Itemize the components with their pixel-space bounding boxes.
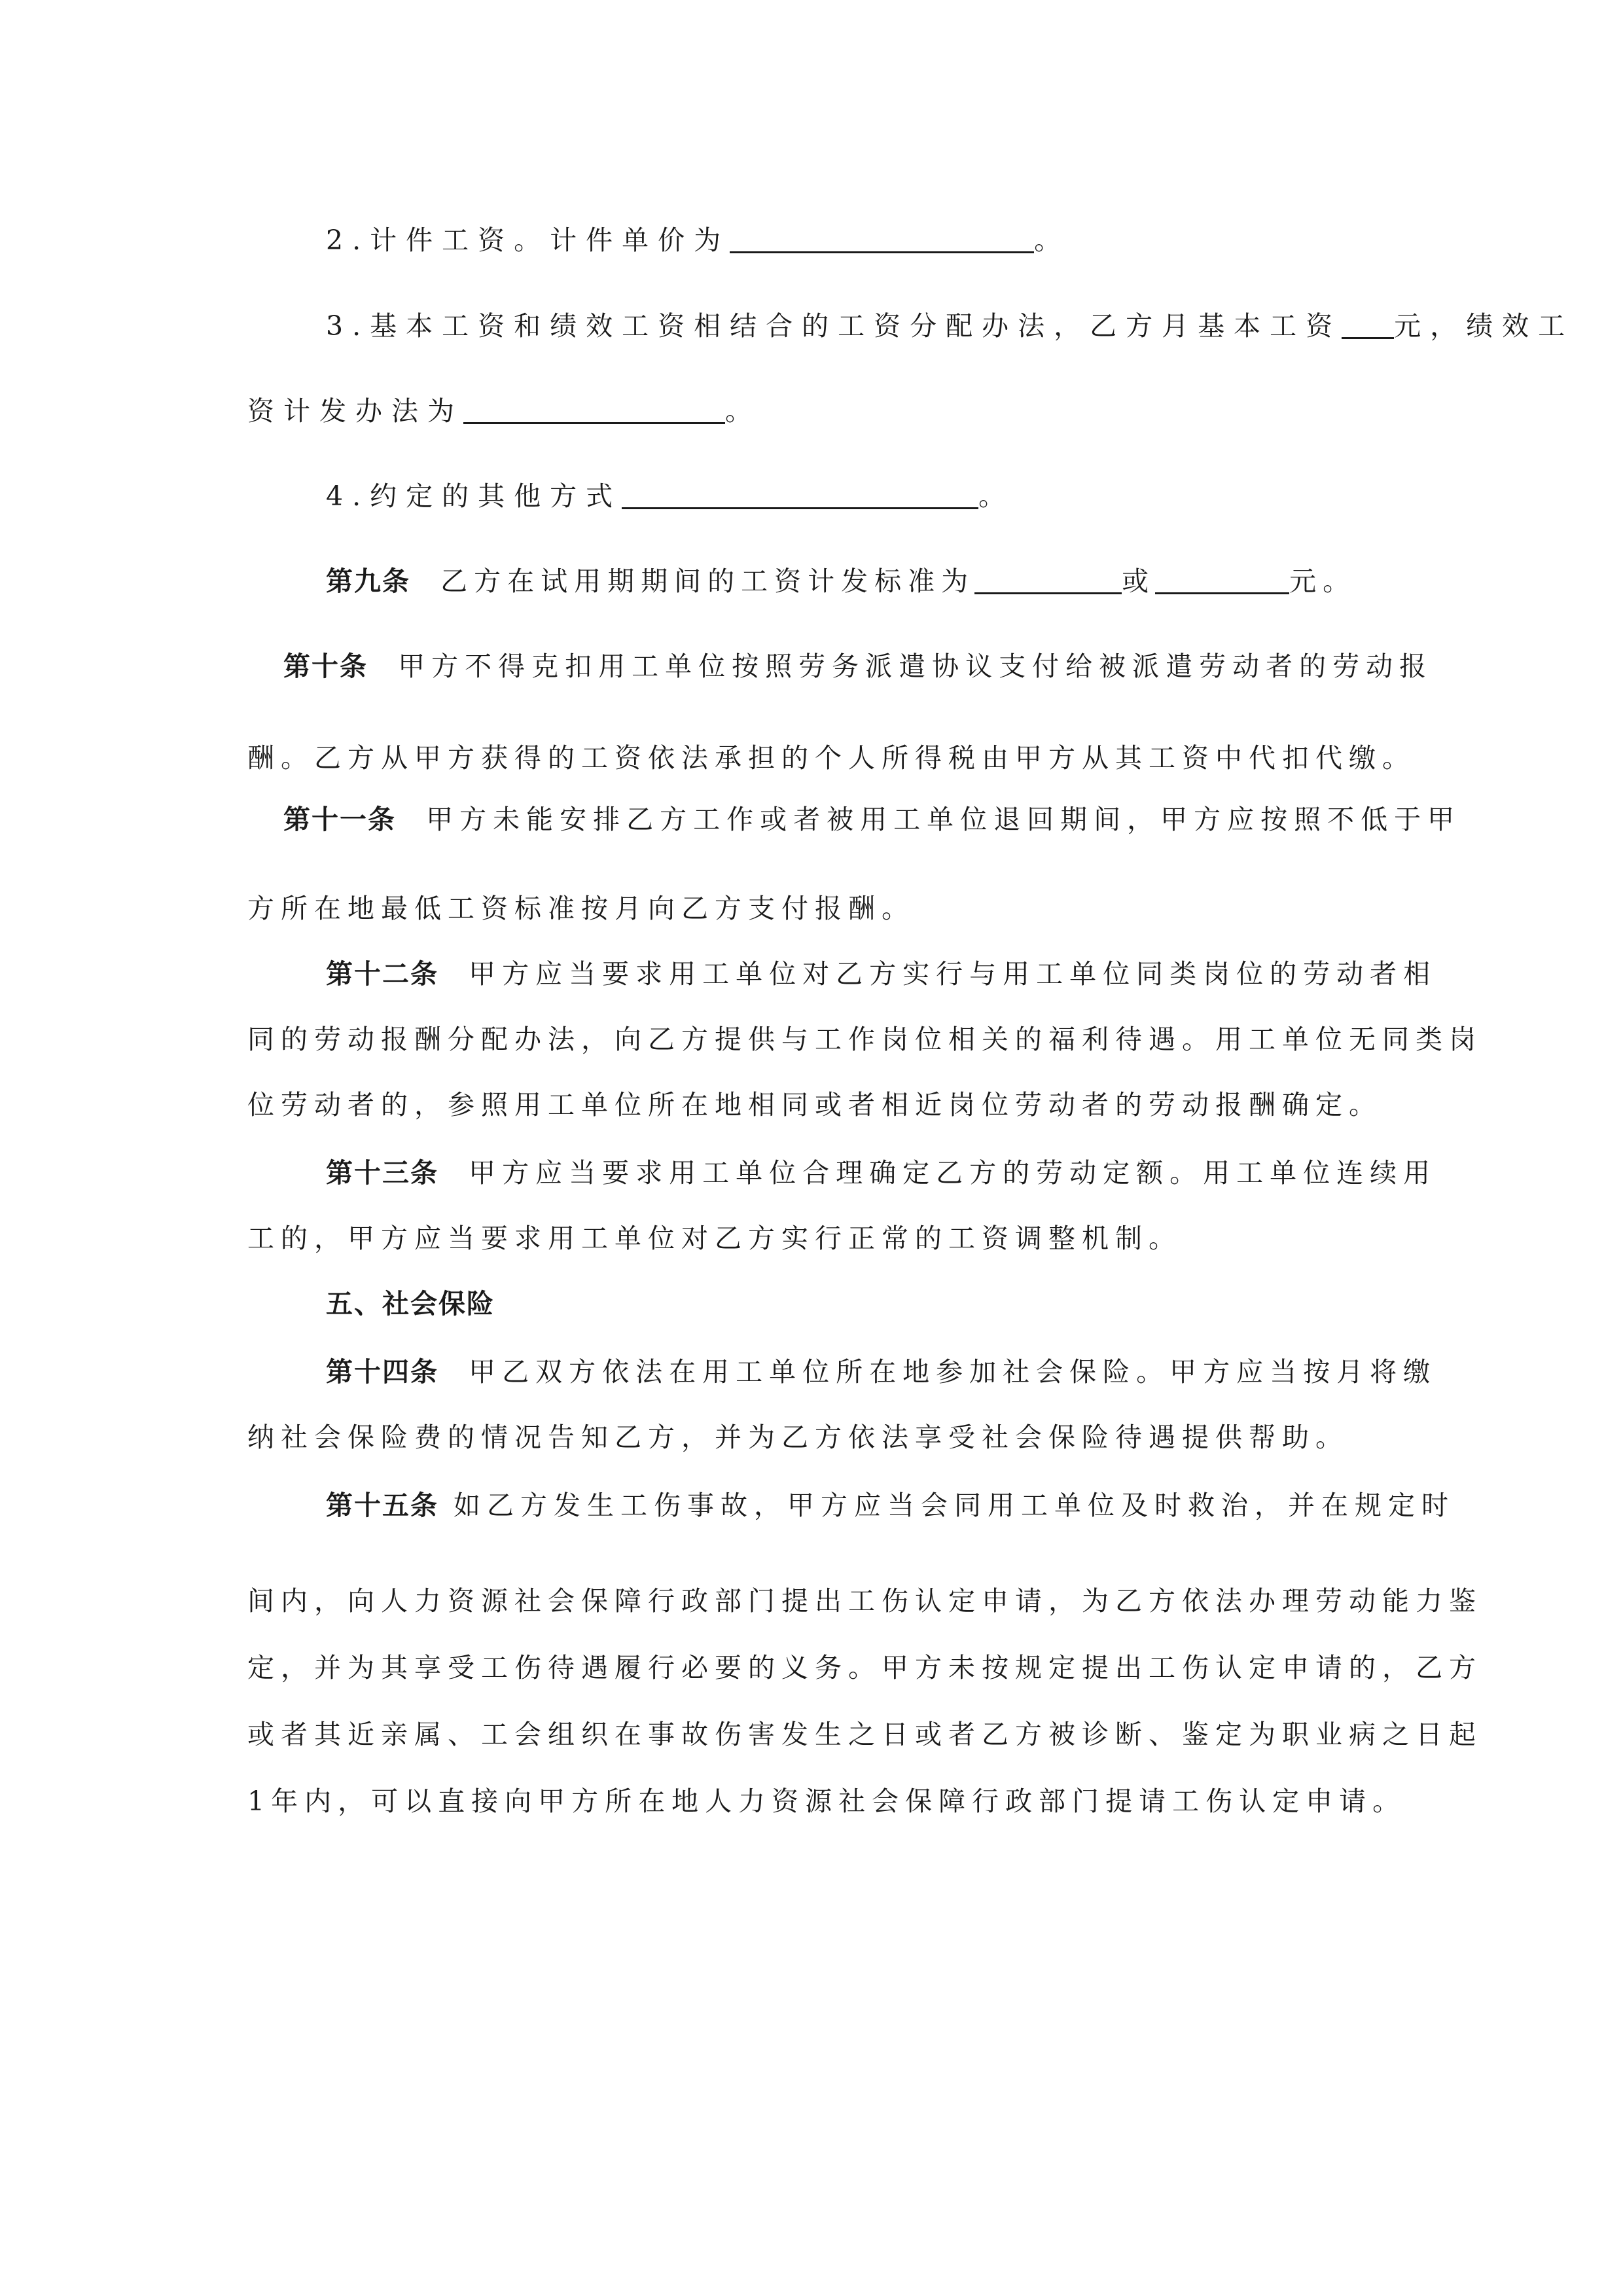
article-15-heading: 第十五条	[326, 1490, 438, 1521]
article-12-line1: 第十二条 甲方应当要求用工单位对乙方实行与用工单位同类岗位的劳动者相	[326, 958, 1437, 990]
article-15-line2: 间内，向人力资源社会保障行政部门提出工伤认定申请，为乙方依法办理劳动能力鉴	[247, 1585, 1482, 1617]
article-12-line3: 位劳动者的，参照用工单位所在地相同或者相近岗位劳动者的劳动报酬确定。	[247, 1089, 1382, 1121]
article-15-line4: 或者其近亲属、工会组织在事故伤害发生之日或者乙方被诊断、鉴定为职业病之日起	[247, 1719, 1482, 1750]
blank-piece-rate[interactable]	[730, 225, 1034, 253]
item-2-piecework: 2.计件工资。计件单价为 。	[326, 224, 1071, 256]
blank-performance-method[interactable]	[463, 396, 725, 424]
article-14-line2: 纳社会保险费的情况告知乙方，并为乙方依法享受社会保险待遇提供帮助。	[247, 1422, 1349, 1453]
article-11-line2: 方所在地最低工资标准按月向乙方支付报酬。	[247, 893, 915, 924]
article-13-heading: 第十三条	[326, 1157, 438, 1189]
article-9: 第九条 乙方在试用期期间的工资计发标准为 或 元。	[326, 565, 1357, 597]
article-10-heading: 第十条	[283, 651, 368, 682]
article-10-line1: 第十条 甲方不得克扣用工单位按照劳务派遣协议支付给被派遣劳动者的劳动报	[283, 651, 1433, 682]
item-4-other: 4.约定的其他方式 。	[326, 480, 1015, 512]
article-14-line1: 第十四条 甲乙双方依法在用工单位所在地参加社会保险。甲方应当按月将缴	[326, 1356, 1437, 1388]
blank-other-method[interactable]	[622, 481, 978, 509]
item-3-line2: 资计发办法为 。	[247, 395, 761, 427]
article-14-heading: 第十四条	[326, 1356, 438, 1388]
item-3-line1: 3.基本工资和绩效工资相结合的工资分配办法，乙方月基本工资 元，绩效工	[326, 310, 1575, 342]
article-11-line1: 第十一条 甲方未能安排乙方工作或者被用工单位退回期间，甲方应按照不低于甲	[283, 804, 1461, 835]
blank-probation-2[interactable]	[1155, 566, 1289, 594]
article-15-line5: 1年内，可以直接向甲方所在地人力资源社会保障行政部门提请工伤认定申请。	[247, 1785, 1406, 1817]
article-13-line2: 工的，甲方应当要求用工单位对乙方实行正常的工资调整机制。	[247, 1223, 1182, 1254]
article-15-line3: 定，并为其享受工伤待遇履行必要的义务。甲方未按规定提出工伤认定申请的，乙方	[247, 1652, 1482, 1683]
section-5-title: 五、社会保险	[326, 1288, 495, 1319]
blank-base-salary[interactable]	[1342, 311, 1394, 339]
article-9-heading: 第九条	[326, 565, 410, 597]
article-10-line2: 酬。乙方从甲方获得的工资依法承担的个人所得税由甲方从其工资中代扣代缴。	[247, 742, 1416, 774]
article-15-line1: 第十五条 如乙方发生工伤事故，甲方应当会同用工单位及时救治，并在规定时	[326, 1490, 1455, 1521]
article-12-heading: 第十二条	[326, 958, 438, 990]
blank-probation-1[interactable]	[974, 566, 1122, 594]
article-13-line1: 第十三条 甲方应当要求用工单位合理确定乙方的劳动定额。用工单位连续用	[326, 1157, 1437, 1189]
article-12-line2: 同的劳动报酬分配办法，向乙方提供与工作岗位相关的福利待遇。用工单位无同类岗	[247, 1024, 1482, 1055]
article-11-heading: 第十一条	[283, 804, 396, 835]
